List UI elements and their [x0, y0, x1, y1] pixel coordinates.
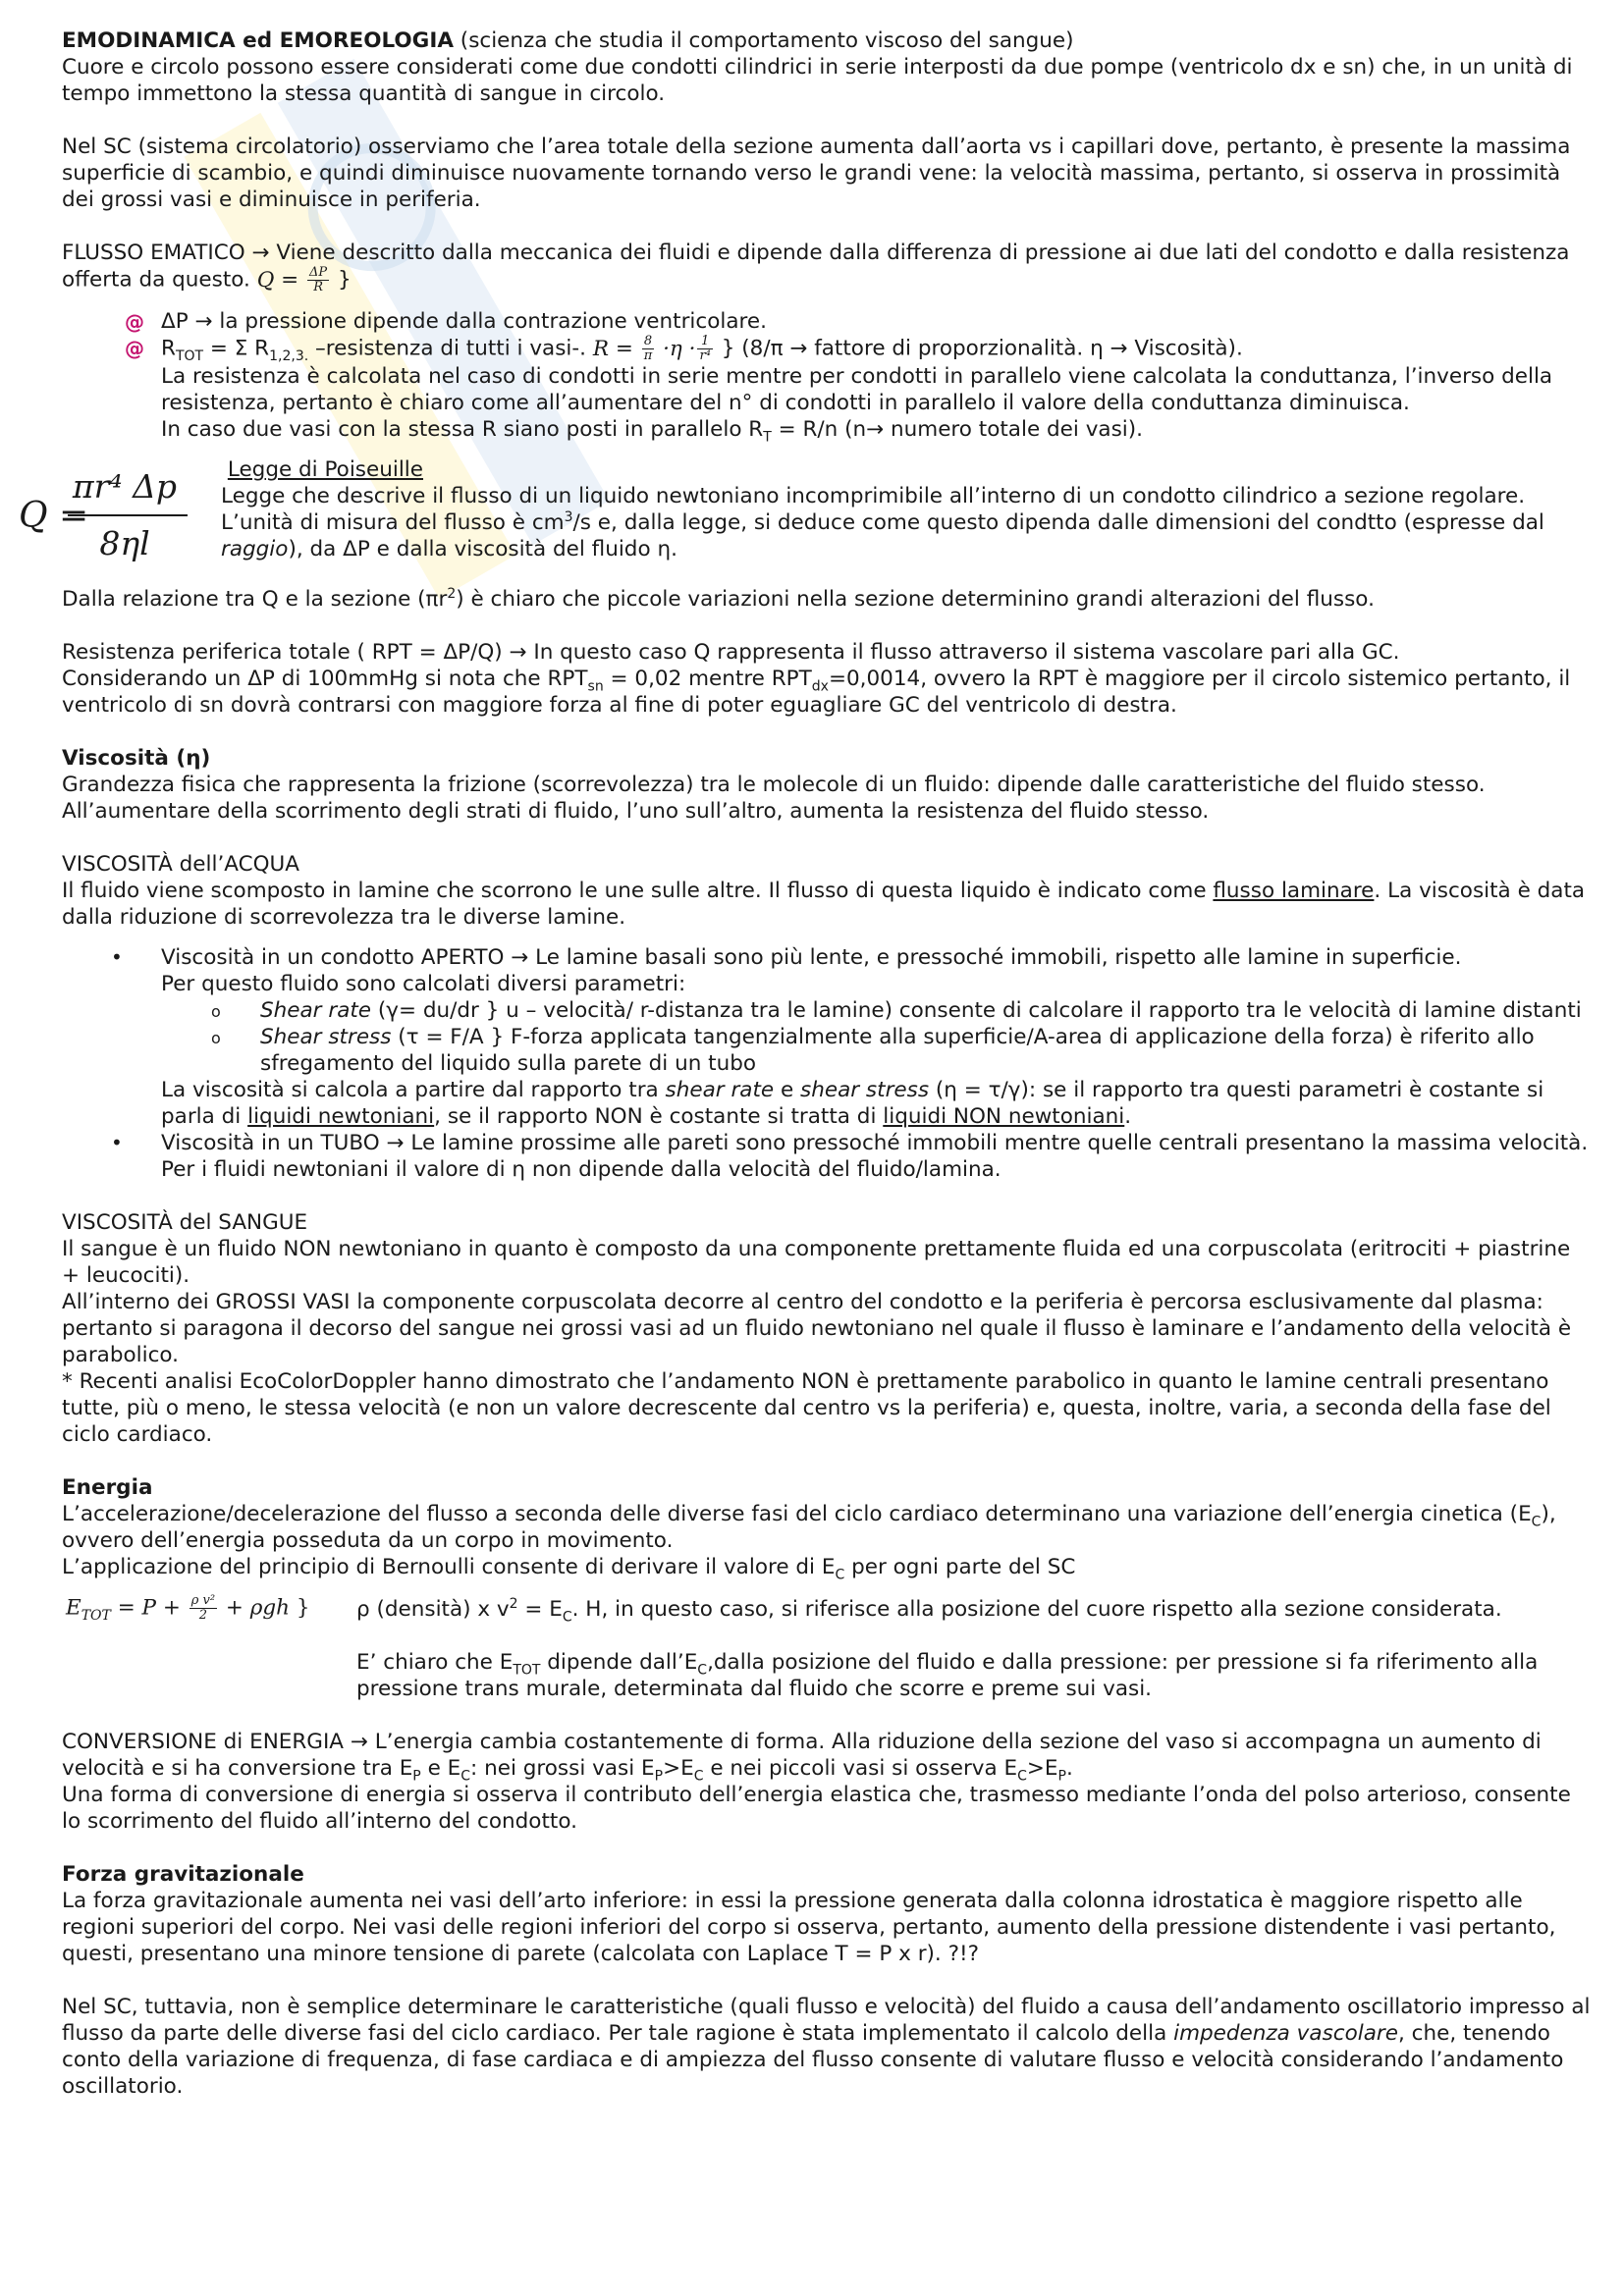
sangue-heading: VISCOSITÀ del SANGUE — [62, 1210, 308, 1235]
acqua-heading: VISCOSITÀ dell’ACQUA — [62, 852, 299, 877]
intro-paragraph-2: Nel SC (sistema circolatorio) osserviamo che l’area totale della sezione aumenta dall’aorta vs i capillari dove, pertanto, è presente la massima superficie di scambio, e quindi diminuisce nuovamente tornando verso le grandi vene: la velocità massima, pertanto, si osserva in prossimità dei grossi vasi e diminuisce in periferia. — [62, 134, 1571, 212]
viscosita-heading: Viscosità (η) — [62, 746, 211, 771]
parallel-paragraph: In caso due vasi con la stessa R siano posti in parallelo $R_T = R/n$ (n→ numero totale dei vasi). — [161, 417, 1143, 446]
poiseuille-section — [19, 456, 1594, 572]
poiseuille-title: Legge di Poiseuille — [227, 457, 424, 482]
title-subtitle: (scienza che studia il comportamento viscoso del sangue) — [453, 28, 1074, 53]
acqua-paragraph: Il fluido viene scomposto in lamine che scorrono le une sulle altre. Il flusso di questa liquido è indicato come flusso laminare. La viscosità è data dalla riduzione di scorrevolezza tra le diverse lamine. — [62, 879, 1586, 930]
conversione-paragraph: CONVERSIONE di ENERGIA → L’energia cambia costantemente di forma. Alla riduzione della sezione del vaso si accompagna un aumento di velocità e si ha conversione tra $E_P$ e $E_C$: nei grossi vasi $E_P>E_C$ e nei piccoli vasi si osserva $E_C>E_P$. — [62, 1730, 1542, 1785]
params-intro: Per questo fluido sono calcolati diversi parametri: — [161, 972, 686, 996]
flusso-paragraph: FLUSSO EMATICO → Viene descritto dalla meccanica dei fluidi e dipende dalla differenza di pressione ai due lati del condotto e dalla resistenza offerta da questo. Q = $\frac{\Delta P}{R}$ } — [62, 240, 1570, 294]
spiral-bullet-icon: @ — [125, 337, 144, 360]
gravita-heading: Forza gravitazionale — [62, 1862, 304, 1887]
title-line — [62, 27, 1594, 54]
energia-note: E’ chiaro che $E_{TOT}$ dipende $dall’E_C,dalla$ posizione del fluido e dalla pressione: per pressione si fa riferimento alla pressione trans murale, determinata dal fluido che scorre e preme sui vasi. — [356, 1650, 1539, 1701]
conversione-paragraph-2: Una forma di conversione di energia si osserva il contributo dell’energia elastica che, trasmesso mediante l’onda del polso arterioso, consente lo scorrimento del fluido all’interno del condotto. — [62, 1783, 1571, 1834]
list-item: • Viscosità in un condotto APERTO → Le lamine basali sono più lente, e pressoché immobili, rispetto alle lamine in superficie. Per questo fluido sono calcolati diversi parametri: — [62, 944, 1594, 997]
list-item: @ ΔP → la pressione dipende dalla contrazione ventricolare. — [125, 309, 767, 334]
circle-bullet-icon: o — [211, 1002, 221, 1021]
energia-paragraph-1: L’accelerazione/decelerazione del flusso a seconda delle diverse fasi del ciclo cardiaco determinano una variazione dell’energia cinetica $(E_C)$, ovvero dell’energia posseduta da un corpo in movimento. — [62, 1502, 1556, 1553]
acqua-bullet-list-2 — [62, 1130, 1594, 1183]
intro-paragraph-1: Cuore e circolo possono essere considerati come due condotti cilindrici in serie interposti da due pompe (ventricolo dx e sn) che, in un unità di tempo immettono la stessa quantità di sangue in circolo. — [62, 55, 1573, 106]
acqua-sub-list — [62, 997, 1594, 1077]
flusso-bullet-list — [62, 308, 1594, 446]
gravita-paragraph-1: La forza gravitazionale aumenta nei vasi dell’arto inferiore: in essi la pressione generata dalla colonna idrostatica è maggiore rispetto alle regioni superiori del corpo. Nei vasi delle regioni inferiori del corpo si osserva, pertanto, aumento della pressione distendente i vasi pertanto, questi, presentano una minore tensione di parete (calcolata con Laplace T = P x r). ?!? — [62, 1889, 1556, 1966]
poiseuille-paragraph-1: Legge che descrive il flusso di un liquido newtoniano incomprimibile all’interno di un condotto cilindrico a sezione regolare. — [221, 484, 1526, 508]
bernoulli-row — [62, 1580, 1594, 1635]
list-item: o Shear stress (τ = F/A } F-forza applicata tangenzialmente alla superficie/A-area di applicazione della forza) è riferito allo sfregamento del liquido sulla parete di un tubo — [211, 1025, 1535, 1076]
relation-paragraph: Dalla relazione tra Q e la sezione $(\pi r^2)$ è chiaro che piccole variazioni nella sezione determinino grandi alterazioni del flusso. — [62, 585, 1375, 612]
flow-formula: Q = $\frac{\Delta P}{R}$ — [256, 265, 328, 294]
resistance-paragraph: La resistenza è calcolata nel caso di condotti in serie mentre per condotti in parallelo viene calcolata la conduttanza, l’inverso della resistenza, pertanto è chiaro come all’aumentare del n° di condotti in parallelo il valore della conduttanza diminuisca. — [161, 364, 1553, 415]
poiseuille-paragraph-2: L’unità di misura del flusso è $cm^3/s$ e, dalla legge, si deduce come questo dipenda dalle dimensioni del condtto (espresse dal raggio), da ΔP e dalla viscosità del fluido η. — [221, 508, 1544, 561]
svg-text:8ηl: 8ηl — [99, 524, 150, 562]
energia-paragraph-2: L’applicazione del principio di Bernoulli consente di derivare il valore di $E_C$ per ogni parte del SC — [62, 1555, 1076, 1583]
bullet-dot-icon: • — [111, 945, 123, 969]
bernoulli-explanation: ρ (densità) x $v^2 = E_C$. H, in questo caso, si riferisce alla posizione del cuore rispetto alla sezione considerata. — [356, 1595, 1502, 1626]
svg-text:πr⁴ Δp: πr⁴ Δp — [72, 467, 178, 506]
gravita-paragraph-2: Nel SC, tuttavia, non è semplice determinare le caratteristiche (quali flusso e velocità) del fluido a causa dell’andamento oscillatorio impresso al flusso da parte delle diverse fasi del ciclo cardiaco. Per tale ragione è stata implementato il calcolo della impedenza vascolare, che, tenendo conto della variazione di frequenza, di fase cardiaca e di ampiezza del flusso consente di valutare flusso e velocità considerando l’andamento oscillatorio. — [62, 1995, 1591, 2099]
sangue-paragraph-1: Il sangue è un fluido NON newtoniano in quanto è composto da una componente prettamente fluida ed una corpuscolata (eritrociti + piastrine + leucociti). — [62, 1237, 1571, 1288]
document-page — [19, 27, 1594, 2100]
energia-heading: Energia — [62, 1475, 153, 1500]
acqua-bullet-list — [62, 944, 1594, 997]
svg-text:Q =: Q = — [19, 496, 89, 536]
bullet-dot-icon: • — [111, 1131, 123, 1154]
spiral-bullet-icon: @ — [125, 310, 144, 334]
bernoulli-formula: $E_{TOT} = P$ + $\frac{\text{ρ v²}}{2}$ + ρgh } — [66, 1593, 310, 1624]
sangue-paragraph-3: * Recenti analisi EcoColorDoppler hanno dimostrato che l’andamento NON è prettamente parabolico in quanto le lamine centrali presentano tutte, più o meno, le stessa velocità (e non un valore decrescente dal centro vs la periferia) e, questa, inoltre, varia, a seconda della fase del ciclo cardiaco. — [62, 1369, 1551, 1447]
resistance-formula: R = $\frac{8}{\pi}$ ·η · $\frac{1}{\text{r⁴}}$ — [592, 334, 711, 363]
newtonian-paragraph: La viscosità si calcola a partire dal rapporto tra shear rate e shear stress (η = τ/γ): se il rapporto tra questi parametri è costante si parla di liquidi newtoniani, se il rapporto NON è costante si tratta di liquidi NON newtoniani. — [161, 1078, 1544, 1129]
rpt-line-1: Resistenza periferica totale ( RPT = ΔP/Q) → In questo caso Q rappresenta il flusso attraverso il sistema vascolare pari alla GC. — [62, 640, 1400, 665]
page-title: EMODINAMICA ed EMOREOLOGIA — [62, 28, 454, 53]
list-item: • Viscosità in un TUBO → Le lamine prossime alle pareti sono pressoché immobili mentre quelle centrali presentano la massima velocità. Per i fluidi newtoniani il valore di η non dipende dalla velocità del fluido/lamina. — [111, 1131, 1589, 1182]
circle-bullet-icon: o — [211, 1029, 221, 1047]
sangue-paragraph-2: All’interno dei GROSSI VASI la componente corpuscolata decorre al centro del condotto e la periferia è percorsa esclusivamente dal plasma: pertanto si paragona il decorso del sangue nei grossi vasi ad un fluido newtoniano nel quale il flusso è laminare e l’andamento della velocità è parabolico. — [62, 1290, 1572, 1367]
list-item: @ $R_{TOT} = \Sigma$ $R_{1,2,3.}$ –resistenza di tutti i vasi-. R = $\frac{8}{\pi}$ ·η · $\frac{1}{\text{r⁴}}$ } (8/π → fattore di proporzionalità. η → Viscosità). La resistenza è calcolata nel caso di condotti in serie mentre per condotti in parallelo viene calcolata la conduttanza, l’inverso della resistenza, pertanto è chiaro come all’aumentare del n° di condotti in parallelo il valore della conduttanza diminuisca. In caso due vasi con la stessa R siano posti in parallelo $R_T = R/n$ (n→ numero totale dei vasi). — [62, 335, 1594, 443]
rpt-paragraph: Considerando un ΔP di 100mmHg si nota che $RPT_{sn} = 0,02$ mentre $RPT_{dx}=0,0014$, ovvero la RPT è maggiore per il circolo sistemico pertanto, il ventricolo di sn dovrà contrarsi con maggiore forza al fine di poter eguagliare GC del ventricolo di destra. — [62, 667, 1571, 718]
poiseuille-formula — [19, 456, 195, 572]
viscosita-paragraph: Grandezza fisica che rappresenta la frizione (scorrevolezza) tra le molecole di un fluido: dipende dalle caratteristiche del fluido stesso. All’aumentare della scorrimento degli strati di fluido, l’uno sull’altro, aumenta la resistenza del fluido stesso. — [62, 773, 1486, 824]
list-item: o Shear rate (γ= du/dr } u – velocità/ r-distanza tra le lamine) consente di calcolare il rapporto tra le velocità di lamine distanti — [211, 998, 1582, 1023]
